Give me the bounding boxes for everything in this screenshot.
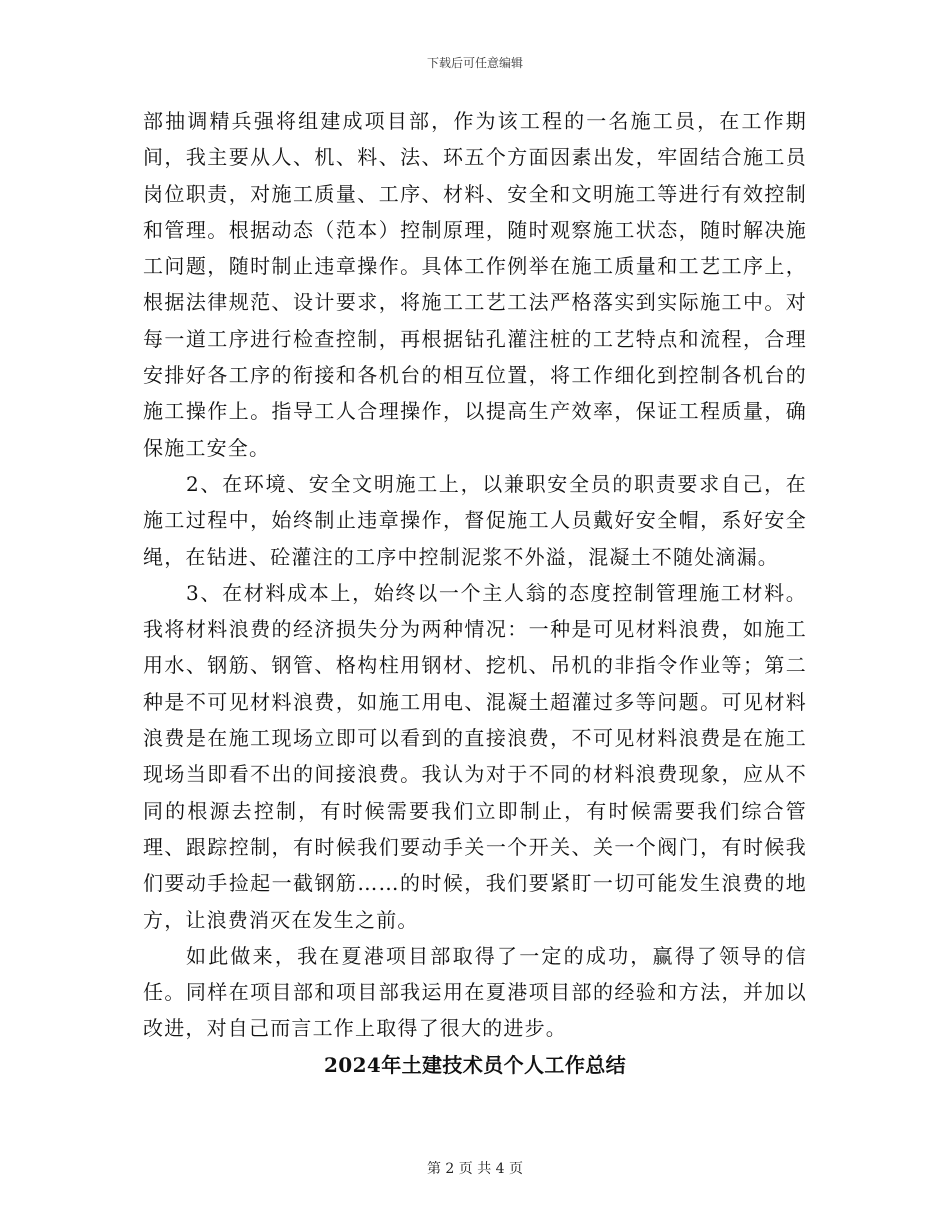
section-title: 2024年土建技术员个人工作总结 xyxy=(323,1052,627,1077)
paragraph-continued: 部抽调精兵强将组建成项目部，作为该工程的一名施工员，在工作期间，我主要从人、机、料、法、环五个方面因素出发，牢固结合施工员岗位职责，对施工质量、工序、材料、安全和文明施工等进行有效控制和管理。根据动态（范本）控制原理，随时观察施工状态，随时解决施工问题，随时制止违章操作。具体工作例举在施工质量和工艺工序上，根据法律规范、设计要求，将施工工艺工法严格落实到实际施工中。对每一道工序进行检查控制，再根据钻孔灌注桩的工艺特点和流程，合理安排好各工序的衔接和各机台的相互位置，将工作细化到控制各机台的施工操作上。指导工人合理操作，以提高生产效率，保证工程质量，确保施工安全。 xyxy=(143,109,807,460)
document-body xyxy=(143,103,807,1083)
paragraph-conclusion: 如此做来，我在夏港项目部取得了一定的成功，赢得了领导的信任。同样在项目部和项目部我运用在夏港项目部的经验和方法，并加以改进，对自己而言工作上取得了很大的进步。 xyxy=(143,943,807,1041)
paragraph-material-cost: 3、在材料成本上，始终以一个主人翁的态度控制管理施工材料。我将材料浪费的经济损失分为两种情况：一种是可见材料浪费，如施工用水、钢筋、钢管、格构柱用钢材、挖机、吊机的非指令作业等；第二种是不可见材料浪费，如施工用电、混凝土超灌过多等问题。可见材料浪费是在施工现场立即可以看到的直接浪费，不可见材料浪费是在施工现场当即看不出的间接浪费。我认为对于不同的材料浪费现象，应从不同的根源去控制，有时候需要我们立即制止，有时候需要我们综合管理、跟踪控制，有时候我们要动手关一个开关、关一个阀门，有时候我们要动手捡起一截钢筋……的时候，我们要紧盯一切可能发生浪费的地方，让浪费消灭在发生之前。 xyxy=(143,580,807,932)
page-footer: 第 2 页 共 4 页 xyxy=(426,1161,524,1177)
paragraph-environment-safety: 2、在环境、安全文明施工上，以兼职安全员的职责要求自己，在施工过程中，始终制止违章操作，督促施工人员戴好安全帽，系好安全绳，在钻进、砼灌注的工序中控制泥浆不外溢，混凝土不随处滴漏。 xyxy=(143,471,807,569)
page-header: 下载后可任意编辑 xyxy=(426,56,523,70)
